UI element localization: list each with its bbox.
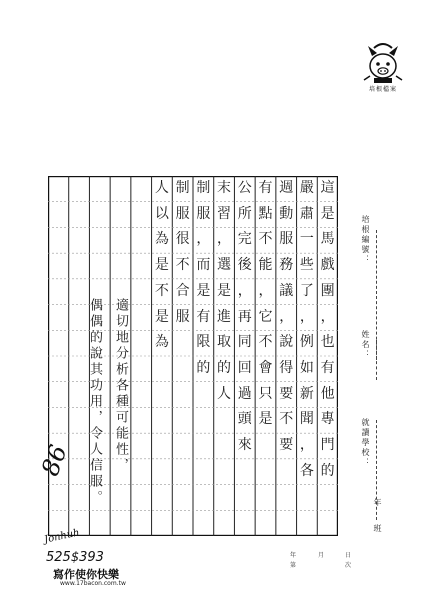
essay-char: 動 (279, 205, 294, 222)
times-label: 次 (345, 562, 352, 569)
essay-char: 為 (154, 231, 169, 248)
essay-char: 有 (258, 180, 273, 196)
year-label: 年 (290, 552, 297, 559)
essay-char: 合 (175, 282, 190, 299)
essay-char: 了 (299, 282, 314, 299)
essay-char: ， (299, 437, 314, 454)
essay-char: 不 (258, 231, 273, 248)
essay-char: 習 (217, 205, 232, 222)
essay-char: 的 (217, 360, 232, 376)
essay-char: 聞 (299, 411, 314, 428)
essay-char: 些 (299, 257, 314, 274)
logo-caption: 培根檔案 (368, 86, 397, 93)
score: 86 (36, 441, 73, 480)
essay-char: 制 (196, 180, 211, 196)
essay-char: 是 (320, 205, 335, 222)
essay-char: ， (299, 308, 314, 325)
essay-char: 頭 (237, 411, 252, 428)
essay-char: 而 (196, 257, 211, 274)
essay-char: 人 (217, 385, 232, 402)
essay-char: 回 (237, 360, 252, 376)
essay-char: 是 (196, 282, 211, 299)
teacher-comment: 適切地分析各種可能性， (113, 298, 128, 474)
name-line (376, 340, 377, 380)
essay-char: 後 (237, 257, 252, 274)
essay-char: 很 (175, 231, 190, 248)
essay-char: 週 (279, 180, 294, 196)
essay-char: 例 (299, 334, 314, 351)
essay-char: 如 (299, 360, 314, 376)
essay-char: ， (320, 308, 335, 325)
essay-char: 進 (217, 308, 232, 325)
essay-char: 馬 (320, 231, 335, 248)
essay-char: ， (279, 308, 294, 325)
school-label: 就讀學校： (361, 418, 370, 468)
essay-char: 不 (175, 257, 190, 274)
essay-char: 也 (320, 334, 335, 351)
month-label: 月 (318, 552, 325, 559)
essay-char: 為 (154, 334, 169, 351)
essay-char: 制 (175, 180, 190, 196)
day-label: 日 (345, 552, 352, 559)
essay-char: 說 (279, 334, 294, 351)
essay-char: 嚴 (299, 180, 314, 196)
essay-char: 要 (279, 437, 294, 454)
class-label: 班 (373, 524, 382, 534)
essay-char: ， (217, 231, 232, 248)
essay-char: 團 (320, 282, 335, 299)
essay-char: 末 (217, 180, 232, 196)
tracking-code: 525$393 (46, 550, 104, 565)
essay-char: 以 (154, 205, 169, 222)
essay-char: ， (237, 282, 252, 299)
essay-char: 限 (196, 334, 211, 351)
teacher-comment: 偶偶的說其功用，令人信服。 (87, 298, 102, 506)
footer-url: www.17bacon.com.tw (60, 580, 126, 587)
essay-char: 服 (279, 231, 294, 248)
essay-char: 不 (258, 334, 273, 351)
essay-char: 來 (237, 437, 252, 454)
essay-char: 服 (196, 205, 211, 222)
essay-char: ， (196, 231, 211, 248)
essay-char: 議 (279, 282, 294, 299)
essay-char: 一 (299, 231, 314, 248)
essay-char: 的 (320, 462, 335, 479)
pig-mascot-icon (358, 40, 408, 84)
essay-char: 只 (258, 385, 273, 402)
footer-brand: 寫作使你快樂 (53, 568, 119, 581)
essay-char: 會 (258, 360, 273, 376)
essay-char: 完 (237, 231, 252, 248)
essay-char: 點 (258, 205, 273, 222)
essay-char: 務 (279, 257, 294, 274)
essay-char: 所 (237, 205, 252, 222)
essay-char: 是 (217, 282, 232, 299)
essay-char: 再 (237, 308, 252, 325)
essay-char: 不 (154, 282, 169, 299)
essay-char: 這 (320, 180, 335, 196)
essay-char: 選 (217, 257, 232, 274)
essay-char: 是 (154, 257, 169, 274)
essay-char: 不 (279, 411, 294, 428)
page-label: 第 (290, 562, 297, 569)
essay-char: 人 (154, 180, 169, 196)
essay-char: 能 (258, 257, 273, 274)
essay-char: 各 (299, 462, 314, 479)
grade-label: 年 (373, 498, 382, 508)
essay-char: 過 (237, 385, 252, 402)
essay-char: 服 (175, 308, 190, 325)
essay-char: 它 (258, 308, 273, 325)
essay-char: 門 (320, 437, 335, 454)
essay-char: 戲 (320, 257, 335, 274)
bacon-number-label: 培根編號： (361, 215, 370, 265)
essay-char: 服 (175, 205, 190, 222)
essay-char: 的 (196, 360, 211, 376)
essay-char: 他 (320, 385, 335, 402)
name-label: 姓名： (361, 330, 370, 360)
essay-char: 專 (320, 411, 335, 428)
essay-char: 有 (196, 308, 211, 325)
essay-char: 得 (279, 360, 294, 376)
essay-char: ， (258, 282, 273, 299)
bacon-logo (358, 40, 408, 94)
essay-char: 有 (320, 360, 335, 376)
essay-char: 是 (258, 411, 273, 428)
essay-char: 要 (279, 385, 294, 402)
essay-char: 新 (299, 385, 314, 402)
essay-char: 是 (154, 308, 169, 325)
essay-char: 同 (237, 334, 252, 351)
teacher-signature: Jonhuh (43, 527, 81, 546)
essay-char: 公 (237, 180, 252, 196)
essay-char: 肅 (299, 205, 314, 222)
essay-char: 取 (217, 334, 232, 351)
